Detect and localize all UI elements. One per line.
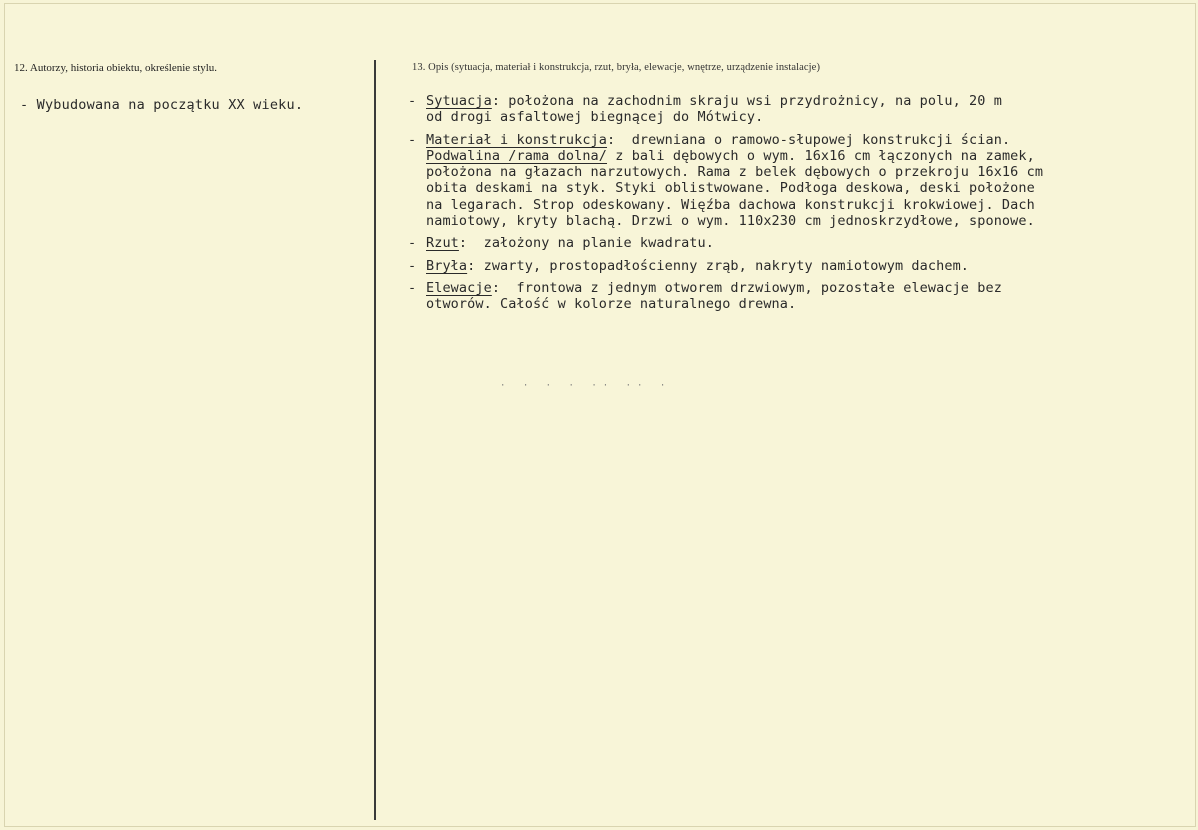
description-line — [426, 148, 1178, 164]
description-item — [408, 93, 1178, 126]
line-text: położona na głazach narzutowych. Rama z belek dębowych o przekroju 16x16 cm — [426, 164, 1044, 181]
description-item — [408, 235, 1178, 251]
line-text: od drogi asfaltowej biegnącej do Mótwicy. — [426, 109, 764, 126]
description-line — [426, 235, 1178, 251]
description-line — [426, 164, 1178, 180]
description-item — [408, 132, 1178, 230]
line-text: z bali dębowych o wym. 16x16 cm łączonych na zamek, — [607, 147, 1035, 164]
line-text: : założony na planie kwadratu. — [458, 235, 714, 252]
underlined-term: Podwalina /rama dolna/ — [426, 147, 608, 164]
description-line — [426, 296, 1178, 312]
line-text: : zwarty, prostopadłościenny zrąb, nakryty namiotowym dachem. — [467, 257, 970, 274]
line-text: obita deskami na styk. Styki oblistwowane. Podłoga deskowa, deski położone — [426, 180, 1035, 197]
section-13-heading: 13. Opis (sytuacja, materiał i konstrukcja, rzut, bryła, elewacje, wnętrze, urządzenie instalacje) — [412, 62, 821, 73]
underlined-term: Elewacje — [426, 279, 492, 296]
line-text: namiotowy, kryty blachą. Drzwi o wym. 110x230 cm jednoskrzydłowe, sponowe. — [426, 213, 1035, 230]
description-line — [426, 258, 1178, 274]
line-text: : frontowa z jednym otworem drzwiowym, pozostałe elewacje bez — [491, 279, 1002, 296]
underlined-term: Sytuacja — [426, 93, 492, 109]
item-dash: - — [408, 93, 417, 109]
description-line — [426, 93, 1178, 109]
item-dash: - — [408, 279, 417, 296]
description-item — [408, 280, 1178, 313]
description-line — [426, 280, 1178, 296]
paper-specks — [500, 381, 800, 385]
underlined-term: Bryła — [426, 257, 468, 274]
section-12-heading: 12. Autorzy, historia obiektu, określenie stylu. — [14, 62, 218, 74]
description-line — [426, 109, 1178, 125]
description-line — [426, 213, 1178, 229]
line-text: na legarach. Strop odeskowany. Więźba dachowa konstrukcji krokwiowej. Dach — [426, 196, 1035, 213]
description-line — [426, 180, 1178, 196]
underlined-term: Rzut — [426, 235, 459, 252]
description-item — [408, 258, 1178, 274]
construction-date-note: - Wybudowana na początku XX wieku. — [20, 97, 304, 113]
column-divider — [374, 60, 376, 820]
item-dash: - — [408, 257, 417, 274]
line-text: otworów. Całość w kolorze naturalnego drewna. — [426, 296, 797, 313]
item-dash: - — [408, 235, 417, 252]
item-dash: - — [408, 131, 417, 148]
description-column — [408, 93, 1178, 319]
line-text: : drewniana o ramowo-słupowej konstrukcji ścian. — [607, 131, 1011, 148]
line-text: : położona na zachodnim skraju wsi przydrożnicy, na polu, 20 m — [491, 93, 1002, 109]
description-line — [426, 197, 1178, 213]
underlined-term: Materiał i konstrukcja — [426, 131, 608, 148]
description-line — [426, 132, 1178, 148]
